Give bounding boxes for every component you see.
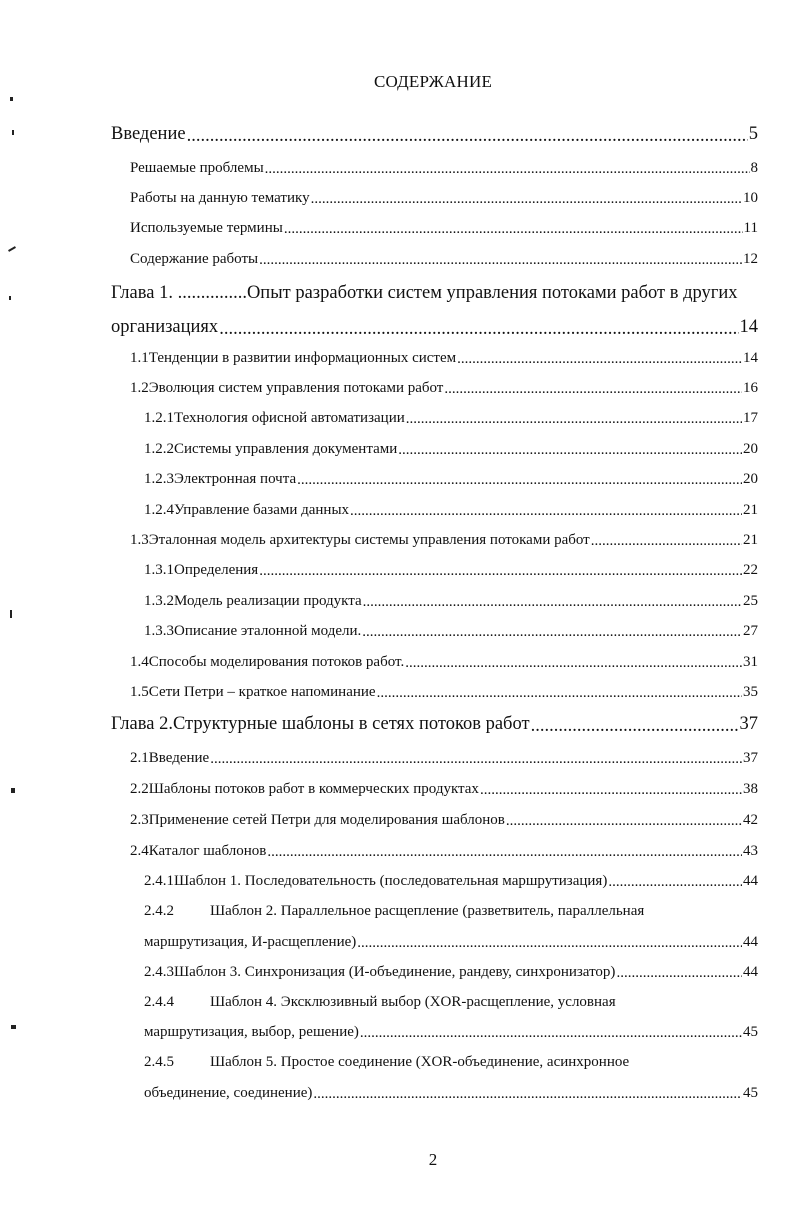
leader-dots	[187, 127, 748, 146]
leader-dots	[313, 1087, 742, 1102]
toc-entry[interactable]	[130, 160, 758, 177]
toc-page-number: 44	[743, 934, 758, 950]
toc-entry-continuation[interactable]	[144, 934, 758, 951]
scan-artifact	[8, 246, 16, 252]
toc-page-number: 44	[743, 964, 758, 980]
toc-section-number: 1.2.4	[144, 502, 174, 518]
toc-entry-first-line[interactable]	[144, 1054, 629, 1071]
toc-entry-intro[interactable]	[111, 124, 758, 145]
leader-dots	[506, 814, 742, 829]
toc-entry-text: Введение	[111, 124, 186, 144]
toc-entry[interactable]	[144, 593, 758, 610]
toc-section-number: 1.3.1	[144, 562, 174, 578]
toc-entry-text: Каталог шаблонов	[148, 843, 267, 859]
leader-dots	[591, 534, 742, 549]
toc-section-number: 2.4.5	[144, 1054, 174, 1070]
leader-dots	[457, 352, 742, 367]
leader-dots	[219, 320, 738, 339]
toc-section-number: 1.3.2	[144, 593, 174, 609]
toc-entry[interactable]	[130, 220, 758, 237]
toc-entry-text: маршрутизация, И-расщепление)	[144, 934, 357, 950]
toc-entry-text: Описание эталонной модели.	[174, 623, 362, 639]
leader-dots	[608, 875, 742, 890]
scan-artifact	[10, 610, 12, 618]
leader-dots	[444, 382, 742, 397]
toc-entry[interactable]	[130, 750, 758, 767]
toc-entry[interactable]	[130, 654, 758, 671]
toc-entry-text: Электронная почта	[174, 471, 297, 487]
toc-entry-first-line[interactable]	[144, 903, 644, 920]
leader-dots	[398, 443, 742, 458]
toc-entry[interactable]	[130, 190, 758, 207]
toc-entry-text: Используемые термины	[130, 220, 283, 236]
toc-page-number: 25	[743, 593, 758, 609]
leader-dots	[616, 966, 742, 981]
toc-entry-text: Системы управления документами	[174, 441, 398, 457]
page-number: 2	[428, 1150, 438, 1169]
toc-page-number: 27	[743, 623, 758, 639]
page-title: СОДЕРЖАНИЕ	[373, 72, 493, 91]
toc-page-number: 11	[743, 220, 758, 236]
toc-entry-text: Эталонная модель архитектуры системы управления потоками работ	[148, 532, 590, 548]
toc-section-number: 2.4.2	[144, 903, 174, 919]
toc-entry-text: организациях	[111, 317, 219, 337]
scan-artifact	[9, 296, 11, 300]
scan-artifact	[11, 788, 15, 793]
toc-entry-continuation[interactable]	[144, 1085, 758, 1102]
leader-dots	[480, 783, 742, 798]
toc-section-number: 1.5	[130, 684, 149, 700]
toc-entry-text: Технология офисной автоматизации	[174, 410, 405, 426]
toc-entry-text: Шаблон 5. Простое соединение (XOR-объединение, асинхронное	[210, 1054, 630, 1070]
leader-dots	[350, 504, 742, 519]
toc-entry[interactable]	[144, 964, 758, 981]
toc-entry-text: Работы на данную тематику	[130, 190, 310, 206]
toc-entry[interactable]	[144, 873, 758, 890]
toc-entry-text: Решаемые проблемы	[130, 160, 264, 176]
toc-page-number: 16	[743, 380, 758, 396]
toc-chapter-2[interactable]	[111, 714, 758, 735]
toc-section-number: 1.1	[130, 350, 149, 366]
toc-entry-text: Глава 2.Структурные шаблоны в сетях потоков работ	[111, 714, 530, 734]
toc-page-number: 12	[743, 251, 758, 267]
toc-entry-text: Эволюция систем управления потоками работ	[148, 380, 444, 396]
toc-page-number: 31	[743, 654, 758, 670]
toc-section-number: 2.4.4	[144, 994, 174, 1010]
toc-page-number: 35	[743, 684, 758, 700]
toc-entry-text: Тенденции в развитии информационных систем	[148, 350, 457, 366]
toc-section-number: 1.4	[130, 654, 149, 670]
leader-dots	[259, 564, 742, 579]
leader-dots	[362, 625, 742, 640]
toc-entry-text: Способы моделирования потоков работ.	[148, 654, 405, 670]
leader-dots	[297, 473, 742, 488]
leader-dots	[267, 845, 742, 860]
toc-entry-text: Шаблон 1. Последовательность (последовательная маршрутизация)	[174, 873, 608, 889]
toc-page-number: 43	[743, 843, 758, 859]
toc-entry-text: Содержание работы	[130, 251, 259, 267]
toc-entry[interactable]	[130, 843, 758, 860]
toc-section-number: 2.4.3	[144, 964, 174, 980]
toc-entry-text: маршрутизация, выбор, решение)	[144, 1024, 359, 1040]
toc-page-number: 37	[739, 714, 758, 734]
toc-entry[interactable]	[144, 562, 758, 579]
toc-page-number: 14	[739, 317, 758, 337]
toc-page-number: 21	[743, 502, 758, 518]
toc-entry-text: Модель реализации продукта	[174, 593, 362, 609]
toc-section-number: 2.4.1	[144, 873, 174, 889]
toc-page-number: 21	[743, 532, 758, 548]
toc-section-number: 2.2	[130, 781, 149, 797]
toc-entry[interactable]	[144, 410, 758, 427]
toc-entry[interactable]	[130, 532, 758, 549]
leader-dots	[406, 412, 742, 427]
toc-entry[interactable]	[144, 502, 758, 519]
toc-page-number: 14	[743, 350, 758, 366]
toc-entry-first-line[interactable]	[144, 994, 616, 1011]
leader-dots	[357, 936, 742, 951]
toc-page-number: 44	[743, 873, 758, 889]
toc-entry[interactable]	[130, 781, 758, 798]
leader-dots	[405, 656, 742, 671]
toc-entry[interactable]	[130, 380, 758, 397]
toc-chapter-1[interactable]	[111, 317, 758, 338]
toc-entry[interactable]	[130, 350, 758, 367]
toc-section-number: 1.2.3	[144, 471, 174, 487]
toc-entry[interactable]	[144, 623, 758, 640]
toc-entry-text: объединение, соединение)	[144, 1085, 313, 1101]
toc-section-number: 2.3	[130, 812, 149, 828]
leader-dots	[531, 717, 739, 736]
toc-entry-text: Шаблон 2. Параллельное расщепление (разветвитель, параллельная	[210, 903, 645, 919]
toc-page-number: 45	[743, 1085, 758, 1101]
leader-dots	[259, 253, 742, 268]
toc-page-number: 37	[743, 750, 758, 766]
toc-page-number: 5	[748, 124, 758, 144]
toc-entry-text: Определения	[174, 562, 259, 578]
toc-entry[interactable]	[130, 684, 758, 701]
leader-dots	[360, 1026, 742, 1041]
toc-page-number: 38	[743, 781, 758, 797]
toc-page-number: 10	[743, 190, 758, 206]
leader-dots	[311, 192, 742, 207]
toc-entry-text: Шаблон 4. Эксклюзивный выбор (XOR-расщепление, условная	[210, 994, 616, 1010]
toc-page-number: 20	[743, 441, 758, 457]
scan-artifact	[12, 130, 14, 135]
toc-page-number: 22	[743, 562, 758, 578]
leader-dots	[284, 222, 743, 237]
toc-page-number: 42	[743, 812, 758, 828]
toc-section-number: 1.3	[130, 532, 149, 548]
toc-entry-continuation[interactable]	[144, 1024, 758, 1041]
toc-section-number: 2.4	[130, 843, 149, 859]
toc-entry[interactable]	[144, 471, 758, 488]
toc-entry-text: Шаблон 3. Синхронизация (И-объединение, рандеву, синхронизатор)	[174, 964, 616, 980]
leader-dots	[377, 686, 742, 701]
toc-entry[interactable]	[130, 812, 758, 829]
toc-section-number: 1.2.2	[144, 441, 174, 457]
toc-entry-text: Сети Петри – краткое напоминание	[148, 684, 376, 700]
scan-artifact	[11, 1025, 16, 1029]
toc-section-number: 1.2.1	[144, 410, 174, 426]
toc-entry[interactable]	[130, 251, 758, 268]
toc-page-number: 17	[743, 410, 758, 426]
toc-entry-text: Применение сетей Петри для моделирования шаблонов	[148, 812, 505, 828]
toc-chapter-1-line1[interactable]: Глава 1. ...............Опыт разработки систем управления потоками работ в других	[111, 283, 738, 303]
toc-section-number: 1.2	[130, 380, 149, 396]
toc-entry-text: Шаблоны потоков работ в коммерческих продуктах	[148, 781, 479, 797]
toc-section-number: 1.3.3	[144, 623, 174, 639]
leader-dots	[363, 595, 742, 610]
toc-page-number: 8	[750, 160, 758, 176]
toc-entry[interactable]	[144, 441, 758, 458]
leader-dots	[210, 752, 742, 767]
toc-entry-text: Введение	[148, 750, 210, 766]
toc-entry-text: Управление базами данных	[174, 502, 350, 518]
toc-page-number: 45	[743, 1024, 758, 1040]
toc-section-number: 2.1	[130, 750, 149, 766]
scan-artifact	[10, 97, 13, 101]
toc-page-number: 20	[743, 471, 758, 487]
leader-dots	[265, 162, 750, 177]
